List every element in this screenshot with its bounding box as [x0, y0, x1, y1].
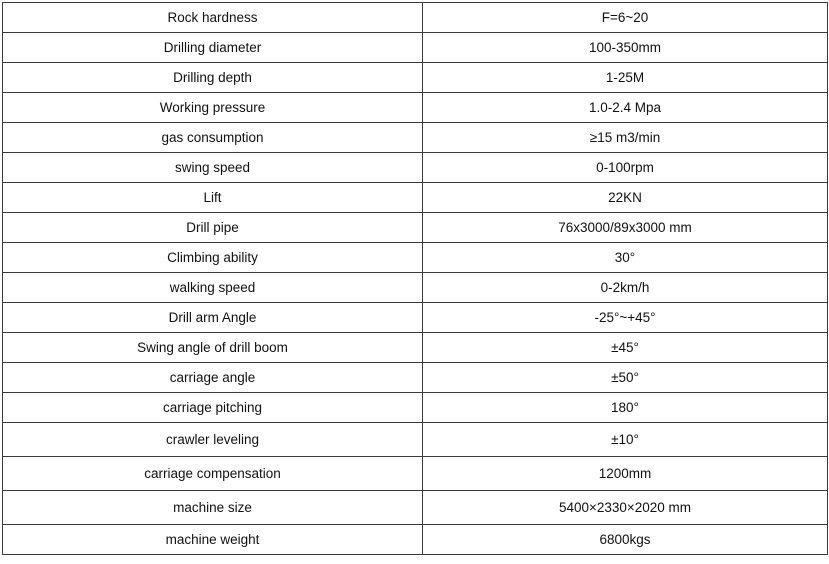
spec-value: 5400×2330×2020 mm — [423, 491, 828, 525]
spec-value: 76x3000/89x3000 mm — [423, 213, 828, 243]
spec-value: ≥15 m3/min — [423, 123, 828, 153]
table-row — [3, 525, 828, 555]
spec-value: 30° — [423, 243, 828, 273]
spec-value: 1.0-2.4 Mpa — [423, 93, 828, 123]
spec-value: 6800kgs — [423, 525, 828, 555]
spec-value: 0-2km/h — [423, 273, 828, 303]
table-row — [3, 393, 828, 423]
spec-value: -25°~+45° — [423, 303, 828, 333]
spec-label: Lift — [3, 183, 423, 213]
spec-label: machine size — [3, 491, 423, 525]
spec-label: swing speed — [3, 153, 423, 183]
spec-label: carriage pitching — [3, 393, 423, 423]
spec-value: 100-350mm — [423, 33, 828, 63]
table-row — [3, 273, 828, 303]
spec-value: 1-25M — [423, 63, 828, 93]
spec-label: gas consumption — [3, 123, 423, 153]
spec-table-body — [3, 3, 828, 555]
spec-label: Swing angle of drill boom — [3, 333, 423, 363]
spec-value: ±50° — [423, 363, 828, 393]
spec-value: F=6~20 — [423, 3, 828, 33]
table-row — [3, 3, 828, 33]
table-row — [3, 363, 828, 393]
spec-label: Drilling diameter — [3, 33, 423, 63]
spec-label: Working pressure — [3, 93, 423, 123]
table-row — [3, 457, 828, 491]
table-row — [3, 93, 828, 123]
spec-table — [2, 2, 828, 555]
table-row — [3, 243, 828, 273]
spec-label: Drill pipe — [3, 213, 423, 243]
spec-value: ±10° — [423, 423, 828, 457]
spec-label: machine weight — [3, 525, 423, 555]
table-row — [3, 123, 828, 153]
spec-label: Rock hardness — [3, 3, 423, 33]
spec-label: carriage angle — [3, 363, 423, 393]
table-row — [3, 491, 828, 525]
table-row — [3, 33, 828, 63]
table-row — [3, 303, 828, 333]
table-row — [3, 423, 828, 457]
spec-value: 0-100rpm — [423, 153, 828, 183]
table-row — [3, 213, 828, 243]
spec-label: Drilling depth — [3, 63, 423, 93]
spec-label: carriage compensation — [3, 457, 423, 491]
spec-label: walking speed — [3, 273, 423, 303]
spec-value: 22KN — [423, 183, 828, 213]
table-row — [3, 153, 828, 183]
spec-label: Climbing ability — [3, 243, 423, 273]
table-row — [3, 63, 828, 93]
spec-value: 180° — [423, 393, 828, 423]
spec-value: 1200mm — [423, 457, 828, 491]
spec-label: crawler leveling — [3, 423, 423, 457]
table-row — [3, 183, 828, 213]
spec-value: ±45° — [423, 333, 828, 363]
table-row — [3, 333, 828, 363]
spec-label: Drill arm Angle — [3, 303, 423, 333]
